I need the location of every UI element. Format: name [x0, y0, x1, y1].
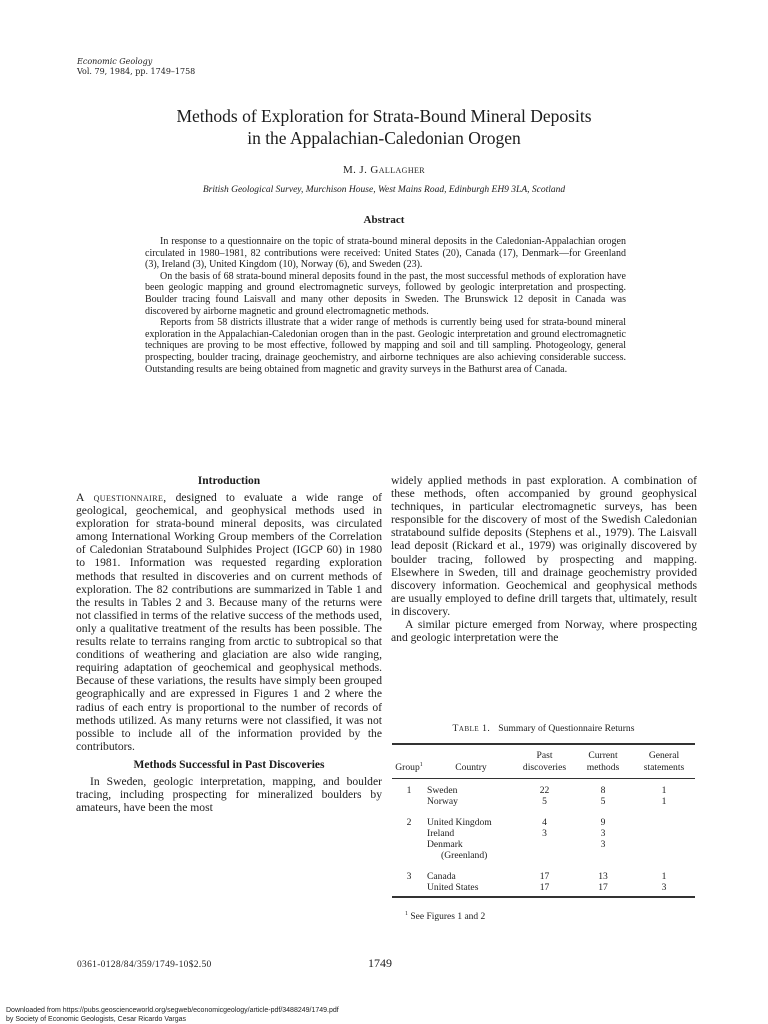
left-column [76, 474, 382, 814]
footnote-mark: 1 [405, 911, 408, 917]
download-notice [6, 1006, 339, 1024]
table-caption [392, 723, 695, 734]
abstract-paragraph-1: In response to a questionnaire on the topic of strata-bound mineral deposits in the Caledonian-Appalachian orogen circulated in 1980–1981, 82 contributions were received: United States (20), Canada (17), Denmark—for Greenland (3), Ireland (3), United Kingdom (10), Norway (6), and Sweden (23). [145, 236, 626, 271]
table-row: (Greenland) [441, 850, 488, 861]
intro-body-text: designed to evaluate a wide range of geological, geochemical, and geophysical methods used in exploration for strata-bound mineral deposits, was circulated among International Working Group members of the Correlation of Caledonian Stratabound Sulphides Project (IGCP 60) in 1980 to 1981. Information was requested regarding exploration methods that resulted in discoveries and on current methods of exploration. The 82 contributions are summarized in Table 1 and the results in Tables 2 and 3. Because many of the returns were not classified in terms of the relative success of the methods used, only a qualitative treatment of the results has been possible. The results relate to terrains ranging from arctic to subtropical so that conditions of weathering and glaciation are also wide ranging, requiring adaptation of geochemical and geophysical methods. Because of these variations, the results have simply been grouped geographically and are expressed in Figures 1 and 2 where the radius of each entry is proportional to the number of records of methods utilized. As many returns were not classified, it was not possible to include all of the information provided by the contributors. [76, 491, 382, 753]
past-discoveries-paragraph: In Sweden, geologic interpretation, mapping, and boulder tracing, including prospecting for mineralized boulders by amateurs, have been the most [76, 774, 382, 815]
author-affiliation: British Geological Survey, Murchison House, West Mains Road, Edinburgh EH9 3LA, Scotland [202, 185, 566, 195]
table-row: United States 17 17 3 [392, 882, 695, 897]
right-column [391, 474, 697, 644]
download-line-1: Downloaded from https://pubs.geoscienceworld.org/segweb/economicgeology/article-pdf/3488249/1749.pdf [6, 1007, 339, 1014]
table-header-row [392, 744, 695, 779]
table-row: Ireland 3 3 [427, 828, 606, 839]
title-line-1: Methods of Exploration for Strata-Bound Mineral Deposits [176, 106, 592, 126]
footnote-text: See Figures 1 and 2 [408, 912, 486, 923]
right-paragraph-1: widely applied methods in past exploration. A combination of these methods, often accompanied by ground geophysical techniques, in particular electromagnetic surveys, has been responsible for the discovery of most of the Swedish Caledonian stratabound sulfide deposits (Stephens et al., 1979). The Laisvall lead deposit (Rickard et al., 1979) was originally discovered by boulder tracing, followed by prospecting and mapping. Elsewhere in Sweden, till and drainage geochemistry provided discovery information. Geochemical and geophysical methods are usually employed to define drill targets that, ultimately, result in discovery. [391, 474, 697, 618]
right-paragraph-2: A similar picture emerged from Norway, where prospecting and geologic interpretation were the [391, 618, 697, 645]
abstract-paragraph-3: Reports from 58 districts illustrate that a wider range of methods is currently being used for strata-bound mineral exploration in the Appalachian-Caledonian orogen than in the past. Geologic interpretation and ground electromagnetic techniques are proving to be most effective, followed by mapping and soil and till sampling. Photogeology, general prospecting, boulder tracing, drainage geochemistry, and airborne techniques are also achieving considerable success. Outstanding results are being obtained from magnetic and gravity surveys in the Bathurst area of Canada. [145, 317, 626, 375]
header-general-statements: General statements [643, 750, 685, 773]
introduction-paragraph [76, 491, 382, 753]
journal-volume: Vol. 79, 1984, pp. 1749–1758 [77, 67, 196, 76]
table-row: 1 Sweden 22 8 1 [406, 785, 667, 796]
intro-lead-word: A questionnaire, [76, 491, 167, 504]
article-code: 0361-0128/84/359/1749-10$2.50 [77, 960, 212, 970]
journal-citation [77, 57, 195, 77]
table-1 [392, 723, 695, 898]
abstract-paragraph-2: On the basis of 68 strata-bound mineral deposits found in the past, the most successful methods of exploration have been geologic mapping and ground electromagnetic surveys, followed by geologic interpretation and prospecting. Boulder tracing found Laisvall and many other deposits in Sweden. The Brunswick 12 deposit in Canada was discovered by airborne magnetic and ground electromagnetic methods. [145, 270, 626, 317]
table-row: 3 Canada 17 13 1 [406, 871, 667, 882]
author-text: M. J. Gallagher [342, 164, 426, 176]
table-row: 2 United Kingdom 4 9 [406, 817, 606, 828]
abstract-body [145, 236, 626, 375]
header-group: Group$^1$ [395, 761, 423, 773]
title-line-2: in the Appalachian-Caledonian Orogen [247, 128, 521, 148]
header-past-discoveries: Past discoveries [522, 750, 567, 773]
abstract-heading: Abstract [363, 214, 405, 226]
table-row: Norway 5 5 1 [427, 796, 667, 807]
table-row: Denmark 3 [427, 839, 606, 850]
table-label: Table 1. [452, 723, 491, 734]
journal-name: Economic Geology [77, 57, 153, 66]
table-caption-text: Summary of Questionnaire Returns [498, 723, 635, 734]
header-current-methods: Current methods [586, 750, 620, 773]
header-country: Country [455, 762, 487, 773]
download-line-2: by Society of Economic Geologists, Cesar Ricardo Vargas [6, 1016, 187, 1023]
past-discoveries-heading: Methods Successful in Past Discoveries [133, 758, 325, 771]
table-footnote [405, 911, 485, 922]
paper-title [0, 105, 768, 149]
introduction-heading: Introduction [197, 475, 261, 487]
summary-table [392, 743, 695, 898]
page-number: 1749 [368, 956, 392, 970]
author-name [0, 164, 768, 176]
